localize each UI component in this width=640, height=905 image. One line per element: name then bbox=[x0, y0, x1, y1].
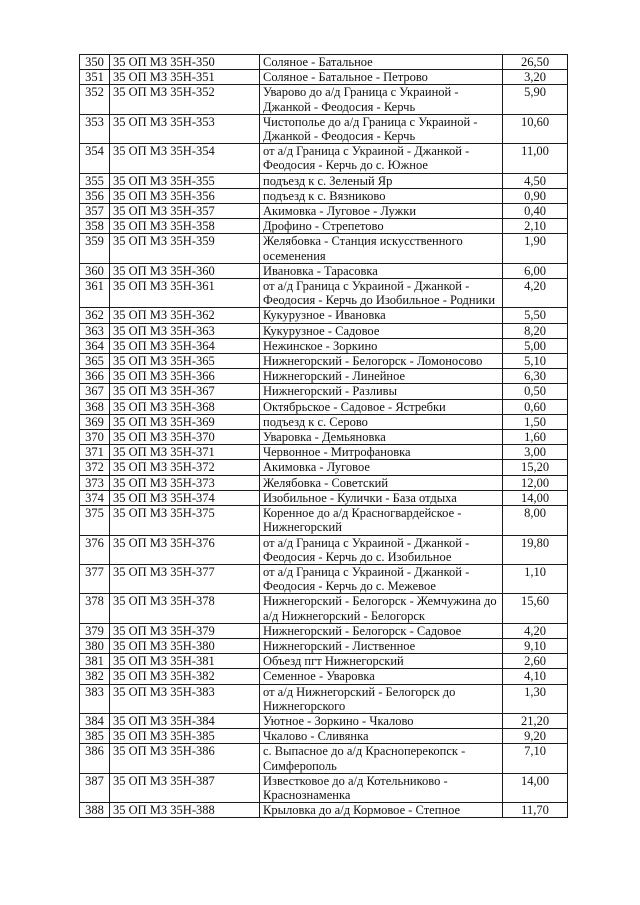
row-number: 376 bbox=[80, 535, 110, 564]
road-name: от а/д Граница с Украиной - Джанкой - Феодосия - Керчь до Изобильное - Родники bbox=[260, 279, 503, 308]
row-number: 381 bbox=[80, 654, 110, 669]
road-length: 6,30 bbox=[503, 369, 568, 384]
road-length: 9,20 bbox=[503, 729, 568, 744]
row-number: 372 bbox=[80, 460, 110, 475]
road-length: 10,60 bbox=[503, 114, 568, 143]
road-length: 5,00 bbox=[503, 338, 568, 353]
row-number: 378 bbox=[80, 594, 110, 623]
road-code: 35 ОП МЗ 35Н-355 bbox=[110, 173, 260, 188]
road-code: 35 ОП МЗ 35Н-374 bbox=[110, 490, 260, 505]
road-code: 35 ОП МЗ 35Н-388 bbox=[110, 803, 260, 818]
row-number: 369 bbox=[80, 414, 110, 429]
road-code: 35 ОП МЗ 35Н-350 bbox=[110, 55, 260, 70]
road-length: 1,30 bbox=[503, 684, 568, 713]
road-name: Нижнегорский - Разливы bbox=[260, 384, 503, 399]
road-name: от а/д Граница с Украиной - Джанкой - Феодосия - Керчь до с. Межевое bbox=[260, 564, 503, 593]
road-length: 0,90 bbox=[503, 188, 568, 203]
road-length: 1,60 bbox=[503, 430, 568, 445]
row-number: 356 bbox=[80, 188, 110, 203]
table-row bbox=[80, 564, 568, 593]
row-number: 380 bbox=[80, 638, 110, 653]
road-length: 19,80 bbox=[503, 535, 568, 564]
road-code: 35 ОП МЗ 35Н-367 bbox=[110, 384, 260, 399]
road-code: 35 ОП МЗ 35Н-368 bbox=[110, 399, 260, 414]
road-length: 6,00 bbox=[503, 263, 568, 278]
road-length: 12,00 bbox=[503, 475, 568, 490]
road-code: 35 ОП МЗ 35Н-375 bbox=[110, 506, 260, 535]
table-row bbox=[80, 399, 568, 414]
row-number: 384 bbox=[80, 713, 110, 728]
table-row bbox=[80, 729, 568, 744]
road-code: 35 ОП МЗ 35Н-381 bbox=[110, 654, 260, 669]
road-length: 8,00 bbox=[503, 506, 568, 535]
row-number: 361 bbox=[80, 279, 110, 308]
road-length: 1,90 bbox=[503, 234, 568, 263]
road-code: 35 ОП МЗ 35Н-365 bbox=[110, 354, 260, 369]
road-code: 35 ОП МЗ 35Н-377 bbox=[110, 564, 260, 593]
table-row bbox=[80, 279, 568, 308]
road-name: Акимовка - Луговое bbox=[260, 460, 503, 475]
table-row bbox=[80, 369, 568, 384]
row-number: 360 bbox=[80, 263, 110, 278]
road-code: 35 ОП МЗ 35Н-384 bbox=[110, 713, 260, 728]
road-length: 4,50 bbox=[503, 173, 568, 188]
row-number: 358 bbox=[80, 219, 110, 234]
road-name: Ивановка - Тарасовка bbox=[260, 263, 503, 278]
road-name: Червонное - Митрофановка bbox=[260, 445, 503, 460]
road-name: Дрофино - Стрепетово bbox=[260, 219, 503, 234]
road-length: 5,50 bbox=[503, 308, 568, 323]
table-row bbox=[80, 173, 568, 188]
row-number: 354 bbox=[80, 144, 110, 173]
table-row bbox=[80, 219, 568, 234]
table-row bbox=[80, 773, 568, 802]
row-number: 352 bbox=[80, 85, 110, 114]
row-number: 362 bbox=[80, 308, 110, 323]
table-row bbox=[80, 354, 568, 369]
road-code: 35 ОП МЗ 35Н-364 bbox=[110, 338, 260, 353]
table-row bbox=[80, 430, 568, 445]
road-name: Нижнегорский - Белогорск - Ломоносово bbox=[260, 354, 503, 369]
road-name: от а/д Граница с Украиной - Джанкой - Феодосия - Керчь до с. Южное bbox=[260, 144, 503, 173]
road-name: Уваровка - Демьяновка bbox=[260, 430, 503, 445]
table-row bbox=[80, 414, 568, 429]
road-code: 35 ОП МЗ 35Н-363 bbox=[110, 323, 260, 338]
road-name: Желябовка - Советский bbox=[260, 475, 503, 490]
road-name: Чистополье до а/д Граница с Украиной - Джанкой - Феодосия - Керчь bbox=[260, 114, 503, 143]
road-name: Семенное - Уваровка bbox=[260, 669, 503, 684]
road-code: 35 ОП МЗ 35Н-372 bbox=[110, 460, 260, 475]
road-length: 8,20 bbox=[503, 323, 568, 338]
road-code: 35 ОП МЗ 35Н-378 bbox=[110, 594, 260, 623]
row-number: 350 bbox=[80, 55, 110, 70]
row-number: 366 bbox=[80, 369, 110, 384]
road-name: Известковое до а/д Котельниково - Краснознаменка bbox=[260, 773, 503, 802]
table-row bbox=[80, 144, 568, 173]
row-number: 373 bbox=[80, 475, 110, 490]
road-length: 7,10 bbox=[503, 744, 568, 773]
road-code: 35 ОП МЗ 35Н-361 bbox=[110, 279, 260, 308]
road-length: 4,20 bbox=[503, 279, 568, 308]
document-page bbox=[79, 54, 568, 818]
road-length: 2,10 bbox=[503, 219, 568, 234]
road-length: 14,00 bbox=[503, 773, 568, 802]
road-name: Нижнегорский - Белогорск - Садовое bbox=[260, 623, 503, 638]
table-row bbox=[80, 85, 568, 114]
road-name: Чкалово - Сливянка bbox=[260, 729, 503, 744]
road-code: 35 ОП МЗ 35Н-385 bbox=[110, 729, 260, 744]
road-length: 3,20 bbox=[503, 70, 568, 85]
row-number: 370 bbox=[80, 430, 110, 445]
table-row bbox=[80, 535, 568, 564]
road-name: Нижнегорский - Белогорск - Жемчужина до а/д Нижнегорский - Белогорск bbox=[260, 594, 503, 623]
row-number: 385 bbox=[80, 729, 110, 744]
road-length: 9,10 bbox=[503, 638, 568, 653]
row-number: 388 bbox=[80, 803, 110, 818]
road-length: 0,60 bbox=[503, 399, 568, 414]
row-number: 359 bbox=[80, 234, 110, 263]
row-number: 375 bbox=[80, 506, 110, 535]
roads-table bbox=[79, 54, 568, 818]
table-row bbox=[80, 475, 568, 490]
road-length: 21,20 bbox=[503, 713, 568, 728]
table-row bbox=[80, 445, 568, 460]
road-code: 35 ОП МЗ 35Н-386 bbox=[110, 744, 260, 773]
road-code: 35 ОП МЗ 35Н-383 bbox=[110, 684, 260, 713]
road-name: от а/д Нижнегорский - Белогорск до Нижнегорского bbox=[260, 684, 503, 713]
road-code: 35 ОП МЗ 35Н-382 bbox=[110, 669, 260, 684]
road-name: с. Выпасное до а/д Красноперекопск - Симферополь bbox=[260, 744, 503, 773]
road-length: 4,10 bbox=[503, 669, 568, 684]
row-number: 364 bbox=[80, 338, 110, 353]
table-row bbox=[80, 188, 568, 203]
table-row bbox=[80, 234, 568, 263]
row-number: 368 bbox=[80, 399, 110, 414]
road-name: Крыловка до а/д Кормовое - Степное bbox=[260, 803, 503, 818]
road-name: Уютное - Зоркино - Чкалово bbox=[260, 713, 503, 728]
table-row bbox=[80, 460, 568, 475]
table-row bbox=[80, 323, 568, 338]
road-code: 35 ОП МЗ 35Н-366 bbox=[110, 369, 260, 384]
road-name: Желябовка - Станция искусственного осеменения bbox=[260, 234, 503, 263]
row-number: 365 bbox=[80, 354, 110, 369]
table-row bbox=[80, 684, 568, 713]
row-number: 379 bbox=[80, 623, 110, 638]
road-code: 35 ОП МЗ 35Н-359 bbox=[110, 234, 260, 263]
row-number: 355 bbox=[80, 173, 110, 188]
road-name: Уварово до а/д Граница с Украиной - Джанкой - Феодосия - Керчь bbox=[260, 85, 503, 114]
road-length: 14,00 bbox=[503, 490, 568, 505]
road-code: 35 ОП МЗ 35Н-357 bbox=[110, 204, 260, 219]
table-row bbox=[80, 669, 568, 684]
table-row bbox=[80, 490, 568, 505]
road-length: 26,50 bbox=[503, 55, 568, 70]
road-code: 35 ОП МЗ 35Н-373 bbox=[110, 475, 260, 490]
row-number: 357 bbox=[80, 204, 110, 219]
table-row bbox=[80, 713, 568, 728]
road-length: 15,20 bbox=[503, 460, 568, 475]
table-row bbox=[80, 744, 568, 773]
road-code: 35 ОП МЗ 35Н-387 bbox=[110, 773, 260, 802]
road-code: 35 ОП МЗ 35Н-379 bbox=[110, 623, 260, 638]
road-name: Акимовка - Луговое - Лужки bbox=[260, 204, 503, 219]
row-number: 383 bbox=[80, 684, 110, 713]
road-name: Объезд пгт Нижнегорский bbox=[260, 654, 503, 669]
road-length: 11,00 bbox=[503, 144, 568, 173]
row-number: 374 bbox=[80, 490, 110, 505]
road-length: 2,60 bbox=[503, 654, 568, 669]
road-code: 35 ОП МЗ 35Н-354 bbox=[110, 144, 260, 173]
table-row bbox=[80, 70, 568, 85]
road-name: Нижнегорский - Линейное bbox=[260, 369, 503, 384]
road-name: Изобильное - Кулички - База отдыха bbox=[260, 490, 503, 505]
road-length: 0,40 bbox=[503, 204, 568, 219]
table-row bbox=[80, 114, 568, 143]
road-length: 0,50 bbox=[503, 384, 568, 399]
row-number: 363 bbox=[80, 323, 110, 338]
table-row bbox=[80, 338, 568, 353]
road-code: 35 ОП МЗ 35Н-352 bbox=[110, 85, 260, 114]
road-length: 3,00 bbox=[503, 445, 568, 460]
road-length: 15,60 bbox=[503, 594, 568, 623]
road-length: 5,10 bbox=[503, 354, 568, 369]
road-code: 35 ОП МЗ 35Н-370 bbox=[110, 430, 260, 445]
table-row bbox=[80, 623, 568, 638]
table-row bbox=[80, 506, 568, 535]
table-row bbox=[80, 654, 568, 669]
road-name: Кукурузное - Ивановка bbox=[260, 308, 503, 323]
road-code: 35 ОП МЗ 35Н-376 bbox=[110, 535, 260, 564]
road-length: 11,70 bbox=[503, 803, 568, 818]
road-code: 35 ОП МЗ 35Н-353 bbox=[110, 114, 260, 143]
road-name: Октябрьское - Садовое - Ястребки bbox=[260, 399, 503, 414]
table-row bbox=[80, 803, 568, 818]
road-code: 35 ОП МЗ 35Н-380 bbox=[110, 638, 260, 653]
road-name: от а/д Граница с Украиной - Джанкой - Феодосия - Керчь до с. Изобильное bbox=[260, 535, 503, 564]
road-length: 5,90 bbox=[503, 85, 568, 114]
table-row bbox=[80, 638, 568, 653]
road-name: Коренное до а/д Красногвардейское - Нижнегорский bbox=[260, 506, 503, 535]
road-name: подъезд к с. Серово bbox=[260, 414, 503, 429]
table-row bbox=[80, 204, 568, 219]
row-number: 382 bbox=[80, 669, 110, 684]
road-code: 35 ОП МЗ 35Н-371 bbox=[110, 445, 260, 460]
row-number: 377 bbox=[80, 564, 110, 593]
road-code: 35 ОП МЗ 35Н-356 bbox=[110, 188, 260, 203]
table-row bbox=[80, 308, 568, 323]
table-row bbox=[80, 55, 568, 70]
row-number: 351 bbox=[80, 70, 110, 85]
roads-table-body bbox=[80, 55, 568, 818]
road-code: 35 ОП МЗ 35Н-360 bbox=[110, 263, 260, 278]
road-code: 35 ОП МЗ 35Н-369 bbox=[110, 414, 260, 429]
road-code: 35 ОП МЗ 35Н-362 bbox=[110, 308, 260, 323]
road-name: Нежинское - Зоркино bbox=[260, 338, 503, 353]
row-number: 367 bbox=[80, 384, 110, 399]
row-number: 371 bbox=[80, 445, 110, 460]
road-length: 1,10 bbox=[503, 564, 568, 593]
row-number: 386 bbox=[80, 744, 110, 773]
road-name: подъезд к с. Вязниково bbox=[260, 188, 503, 203]
road-name: Соляное - Батальное - Петрово bbox=[260, 70, 503, 85]
road-name: подъезд к с. Зеленый Яр bbox=[260, 173, 503, 188]
road-code: 35 ОП МЗ 35Н-351 bbox=[110, 70, 260, 85]
road-name: Нижнегорский - Лиственное bbox=[260, 638, 503, 653]
table-row bbox=[80, 594, 568, 623]
road-name: Соляное - Батальное bbox=[260, 55, 503, 70]
road-length: 4,20 bbox=[503, 623, 568, 638]
row-number: 387 bbox=[80, 773, 110, 802]
road-length: 1,50 bbox=[503, 414, 568, 429]
table-row bbox=[80, 384, 568, 399]
row-number: 353 bbox=[80, 114, 110, 143]
road-code: 35 ОП МЗ 35Н-358 bbox=[110, 219, 260, 234]
road-name: Кукурузное - Садовое bbox=[260, 323, 503, 338]
table-row bbox=[80, 263, 568, 278]
